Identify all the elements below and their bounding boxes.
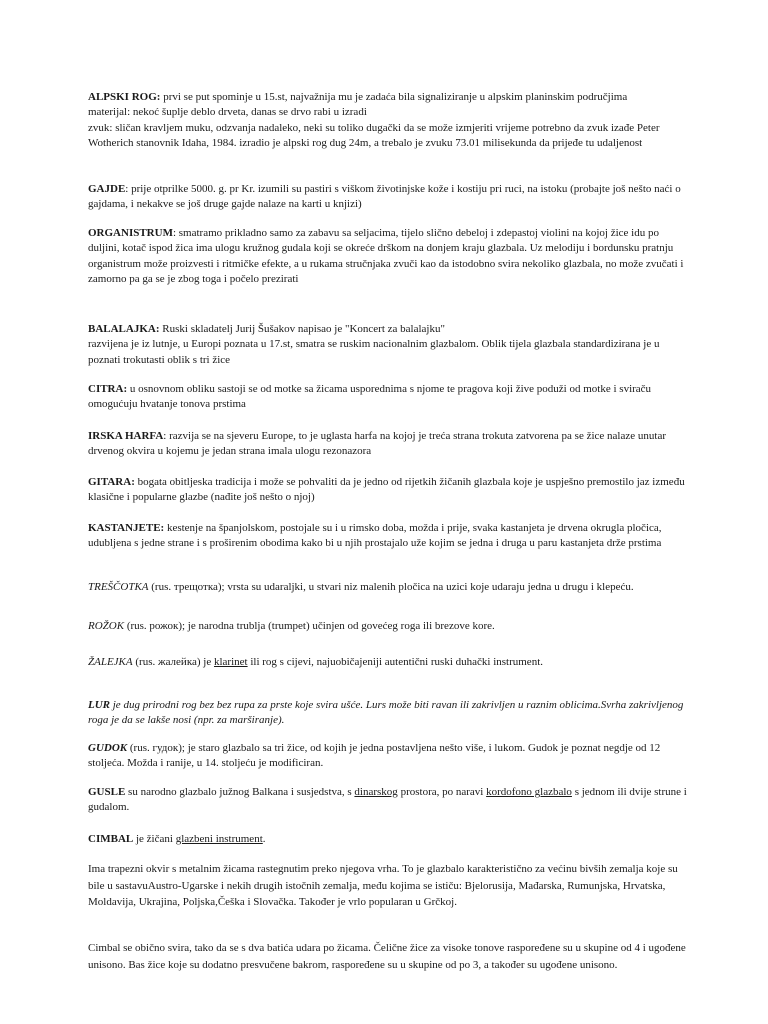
glazbeni-instrument-link[interactable]: glazbeni instrument <box>175 833 263 845</box>
entry-text: : prije otprilke 5000. g. pr Kr. izumili su pastiri s viškom životinjske kože i kostiju pri ruci, na istoku (probajte još nešto naći o gajdama, i nekakve se još druge gajde nalaze na karti u knjizi) <box>88 183 681 211</box>
entry-title: CITRA: <box>88 383 128 395</box>
entry-title: ALPSKI ROG: <box>88 91 161 103</box>
entry-title: BALALAJKA: <box>88 323 160 335</box>
entry-text: kestenje na španjolskom, postojale su i u rimsko doba, možda i prije, svaka kastanjeta je drvena okrugla pločica, udubljena s jedne strane i s proširenim obodima kako bi u njih prostajalo uže kojim se jedna i druga u paru kastanjeta drže prstima <box>88 522 662 550</box>
entry-title: GITARA: <box>88 476 135 488</box>
entry-title: GUDOK <box>88 742 128 754</box>
entry-gusle <box>88 785 688 816</box>
entry-kastanjete <box>88 521 688 552</box>
entry-title: ROŽOK <box>88 620 125 632</box>
entry-text: (rus. трещотка); vrsta su udaraljki, u stvari niz malenih pločica na uzici koje udaraju jedna u drugu i klepeću. <box>148 581 634 593</box>
entry-title: GUSLE <box>88 786 126 798</box>
entry-lur <box>88 698 688 729</box>
entry-cimbal <box>88 832 688 847</box>
entry-balalajka <box>88 322 688 368</box>
entry-text: Ruski skladatelj Jurij Šušakov napisao je "Koncert za balalajku" <box>159 323 445 335</box>
entry-text: ili rog s cijevi, najuobičajeniji autentični ruski duhački instrument. <box>247 656 543 668</box>
entry-text: je dug prirodni rog bez bez rupa za prste koje svira ušće. Lurs može biti ravan ili zakrivljen u raznim oblicima.Svrha zakrivljenog roga je da se lakše nosi (npr. za marširanje). <box>88 699 684 727</box>
entry-irska-harfa <box>88 429 688 460</box>
entry-text: materijal: nekoć šuplje deblo drveta, danas se drvo rabi u izradi <box>88 106 367 119</box>
entry-citra <box>88 382 688 413</box>
cimbal-paragraph: Cimbal se obično svira, tako da se s dva batića udara po žicama. Čelične žice za visoke tonove raspoređene su u skupine od 4 i ugođene unisono. Bas žice koje su dodatno presvučene bakrom, raspoređene su u skupine od po 3, a također su ugođene unisono. <box>88 942 686 971</box>
entry-gudok <box>88 741 688 772</box>
entry-organistrum <box>88 226 688 288</box>
entry-text: zvuk: sličan kravljem muku, odzvanja nadaleko, neki su toliko dugački da se može izmjeriti vrijeme potrebno da zvuk izađe Peter Wotherich stanovnik Idaha, 1984. izradio je alpski rog dug 24m, a trebalo je zvuku 73.01 milisekunda da prijeđe tu udaljenost <box>88 121 660 150</box>
entry-text: su narodno glazbalo južnog Balkana i susjedstva, s <box>125 786 355 798</box>
dinarskog-link[interactable]: dinarskog <box>354 786 398 798</box>
entry-alpski-rog <box>88 90 688 152</box>
entry-title: ŽALEJKA <box>88 656 133 668</box>
entry-text: (rus. жалейка) je <box>132 656 214 668</box>
entry-text: (rus. гудок); je staro glazbalo sa tri žice, od kojih je jedna postavljena nešto više, i lukom. Gudok je poznat negdje od 12 stoljeća. Možda i ranije, u 14. stoljeću je modificiran. <box>88 742 661 770</box>
entry-text: razvijena je iz lutnje, u Europi poznata u 17.st, smatra se ruskim nacionalnim glazbalom. Oblik tijela glazbala standardizirana je u poznati trokutasti oblik s tri žice <box>88 338 660 366</box>
entry-title: GAJDE <box>88 183 126 195</box>
entry-text: . <box>262 833 266 845</box>
kordofono-glazbalo-link[interactable]: kordofono glazbalo <box>486 786 572 798</box>
entry-text: s jednom ili dvije strune i gudalom. <box>88 786 687 814</box>
entry-text: prostora, po naravi <box>397 786 487 798</box>
entry-text: prvi se put spominje u 15.st, najvažnija mu je zadaća bila signaliziranje u alpskim planinskim područjima <box>160 91 628 103</box>
cimbal-paragraph: Ima trapezni okvir s metalnim žicama rastegnutim preko njegova vrha. To je glazbalo karakteristično za većinu bivših zemalja koje su bile u sastavuAustro-Ugarske i nekih drugih istočnih zemalja, među kojima se ističu: Bjelorusija, Mađarska, Rumunjska, Hrvatska, Moldavija, Ukrajina, Poljska,Češka i Slovačka. Također je vrlo popularan u Grčkoj. <box>88 863 678 908</box>
entry-text: bogata obitljeska tradicija i može se pohvaliti da je jedno od rijetkih žičanih glazbala koje je uspješno premostilo jaz između klasične i popularne glazbe (nađite još nešto o njoj) <box>88 476 685 504</box>
entry-text: u osnovnom obliku sastoji se od motke sa žicama usporednima s njome te pragova koji žive poduži od motke i sviraču omogućuju hvatanje tonova prstima <box>88 383 652 411</box>
entry-gitara <box>88 475 688 506</box>
entry-zhalejka <box>88 655 688 670</box>
klarinet-link[interactable]: klarinet <box>213 656 248 668</box>
entry-gajde <box>88 182 688 213</box>
entry-text: : razvija se na sjeveru Europe, to je uglasta harfa na kojoj je treća strana trokuta zatvorena pa se žice nalaze unutar drvenog okvira u kojemu je jedan strana imala ulogu rezonazora <box>88 430 666 458</box>
entry-title: KASTANJETE: <box>88 522 165 534</box>
entry-title: ORGANISTRUM <box>88 227 173 239</box>
entry-title: CIMBAL <box>88 833 134 845</box>
entry-text: je žičani <box>133 833 176 845</box>
entry-rozhok <box>88 619 688 634</box>
entry-treshchotka <box>88 580 688 595</box>
entry-text: : smatramo prikladno samo za zabavu sa seljacima, tijelo slično debeloj i zdepastoj violini na kojoj žice idu po duljini, kotač ispod žica ima ulogu kružnog gudala koji se okreće drškom na donjem kraju glazbala. Uz melodiju i bordunsku pratnju organistrum može proizvesti i ritmičke efekte, a u rukama stručnjaka zvuči kao da istodobno svira nekoliko glazbala, no može zvučati i zamorno pa ga se je zbog toga i počelo prezirati <box>88 227 684 286</box>
entry-title: TREŠČOTKA <box>88 581 149 593</box>
entry-text: (rus. рожок); je narodna trublja (trumpet) učinjen od govećeg roga ili brezove kore. <box>124 620 495 632</box>
entry-title: IRSKA HARFA <box>88 430 164 442</box>
entry-title: LUR <box>88 699 110 711</box>
